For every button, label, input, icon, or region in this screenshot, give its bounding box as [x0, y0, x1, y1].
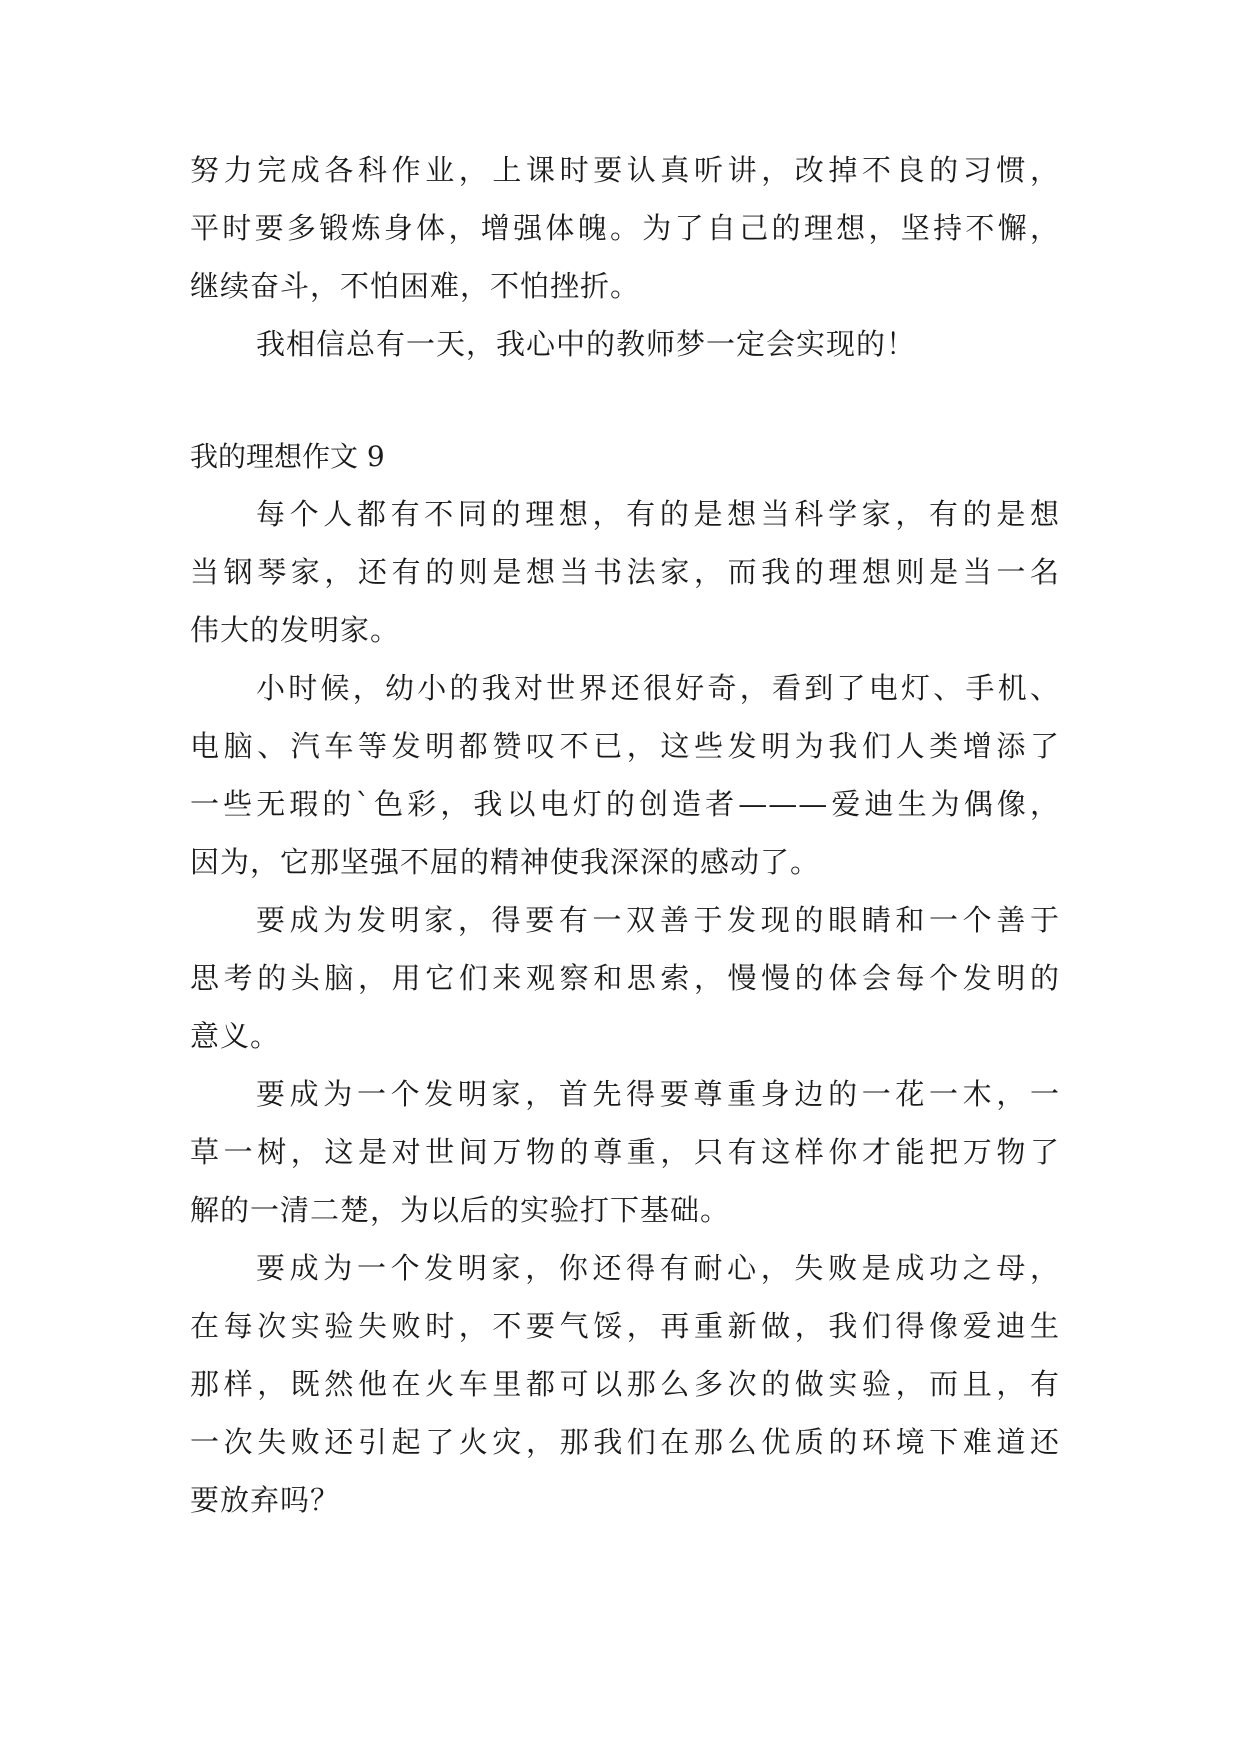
text-line: 思考的头脑，用它们来观察和思索，慢慢的体会每个发明的	[190, 961, 1060, 995]
text-line: 要放弃吗？	[190, 1483, 341, 1517]
text-line: 意义。	[190, 1019, 281, 1053]
text-line: 我相信总有一天，我心中的教师梦一定会实现的！	[256, 327, 917, 361]
text-line: 要成为一个发明家，首先得要尊重身边的一花一木，一	[256, 1077, 1060, 1111]
text-line: 每个人都有不同的理想，有的是想当科学家，有的是想	[256, 497, 1060, 531]
text-line: 一些无瑕的`色彩，我以电灯的创造者———爱迪生为偶像，	[190, 787, 1060, 821]
text-line: 努力完成各科作业，上课时要认真听讲，改掉不良的习惯，	[190, 153, 1060, 187]
text-line: 草一树，这是对世间万物的尊重，只有这样你才能把万物了	[190, 1135, 1060, 1169]
text-line: 因为，它那坚强不屈的精神使我深深的感动了。	[190, 845, 821, 879]
text-line: 解的一清二楚，为以后的实验打下基础。	[190, 1193, 731, 1227]
text-line: 一次失败还引起了火灾，那我们在那么优质的环境下难道还	[190, 1425, 1060, 1459]
text-line: 在每次实验失败时，不要气馁，再重新做，我们得像爱迪生	[190, 1309, 1060, 1343]
text-line: 继续奋斗，不怕困难，不怕挫折。	[190, 269, 641, 303]
text-line: 当钢琴家，还有的则是想当书法家，而我的理想则是当一名	[190, 555, 1060, 589]
text-line: 电脑、汽车等发明都赞叹不已，这些发明为我们人类增添了	[190, 729, 1060, 763]
text-line: 伟大的发明家。	[190, 613, 401, 647]
section-title: 我的理想作文 9	[190, 440, 385, 473]
text-line: 要成为发明家，得要有一双善于发现的眼睛和一个善于	[256, 903, 1060, 937]
text-line: 平时要多锻炼身体，增强体魄。为了自己的理想，坚持不懈，	[190, 211, 1060, 245]
text-line: 小时候，幼小的我对世界还很好奇，看到了电灯、手机、	[256, 671, 1060, 705]
text-line: 那样，既然他在火车里都可以那么多次的做实验，而且，有	[190, 1367, 1060, 1401]
text-line: 要成为一个发明家，你还得有耐心，失败是成功之母，	[256, 1251, 1060, 1285]
